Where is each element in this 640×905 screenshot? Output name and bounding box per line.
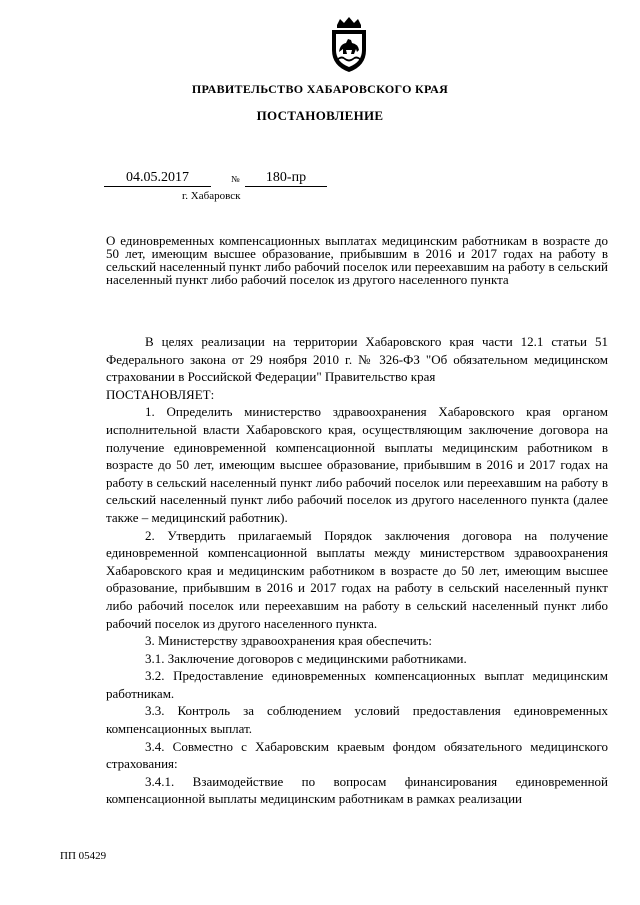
paragraph-3-2: 3.2. Предоставление единовременных компенсационных выплат медицинским работникам. <box>106 668 608 701</box>
paragraph-3-4-1: 3.4.1. Взаимодействие по вопросам финансирования единовременной компенсационной выплаты медицинским работникам в рамках реализации <box>106 773 608 807</box>
government-title: ПРАВИТЕЛЬСТВО ХАБАРОВСКОГО КРАЯ <box>191 82 449 96</box>
city: г. Хабаровск <box>182 190 241 202</box>
document-date: 04.05.2017 <box>104 170 211 187</box>
decree-word: ПОСТАНОВЛЯЕТ: <box>106 386 215 402</box>
document-type: ПОСТАНОВЛЕНИЕ <box>256 108 384 123</box>
paragraph-3-1: 3.1. Заключение договоров с медицинскими работниками. <box>145 650 467 666</box>
preamble: В целях реализации на территории Хабаровского края части 12.1 статьи 51 Федерального закона от 29 ноября 2010 г. № 326-ФЗ "Об обязательном медицинском страховании в Российской Федерации" Правительство края <box>106 334 608 385</box>
paragraph-3-3: 3.3. Контроль за соблюдением условий предоставления единовременных компенсационных выплат. <box>106 703 608 737</box>
paragraph-1: 1. Определить министерство здравоохранения Хабаровского края органом исполнительной власти Хабаровского края, осуществляющим заключение договора на получение единовременной компенсационной выплаты медицинским работником в возрасте до 50 лет, имеющим высшее образование, прибывшим в 2016 и 2017 годах на работу в сельский населенный пункт либо рабочий поселок или переехавшим на работу в сельский населенный пункт либо рабочий поселок из другого населенного пункта (далее также – медицинский работник). <box>106 404 608 525</box>
document-subject: О единовременных компенсационных выплатах медицинским работникам в возрасте до 50 лет, имеющим высшее образование, прибывшим в 2016 и 2017 годах на работу в сельский населенный пункт либо рабочий поселок или переехавшим на работу в сельский населенный пункт либо рабочий поселок из другого населенного пункта <box>106 233 608 287</box>
document-number: 180-пр <box>245 170 327 187</box>
document-body <box>106 333 608 808</box>
footer-code: ПП 05429 <box>60 850 107 862</box>
coat-of-arms-icon <box>326 16 372 74</box>
paragraph-3-4: 3.4. Совместно с Хабаровским краевым фондом обязательного медицинского страхования: <box>106 738 608 772</box>
number-sign: № <box>231 174 240 184</box>
paragraph-2: 2. Утвердить прилагаемый Порядок заключения договора на получение единовременной компенсационной выплаты между министерством здравоохранения Хабаровского края и медицинским работником в возрасте до 50 лет, имеющим высшее образование, прибывшим в 2016 и 2017 годах на работу в сельский населенный пункт либо рабочий поселок или переехавшим на работу в сельский населенный пункт либо рабочий поселок из другого населенного пункта. <box>106 527 608 631</box>
paragraph-3: 3. Министерству здравоохранения края обеспечить: <box>145 633 432 649</box>
